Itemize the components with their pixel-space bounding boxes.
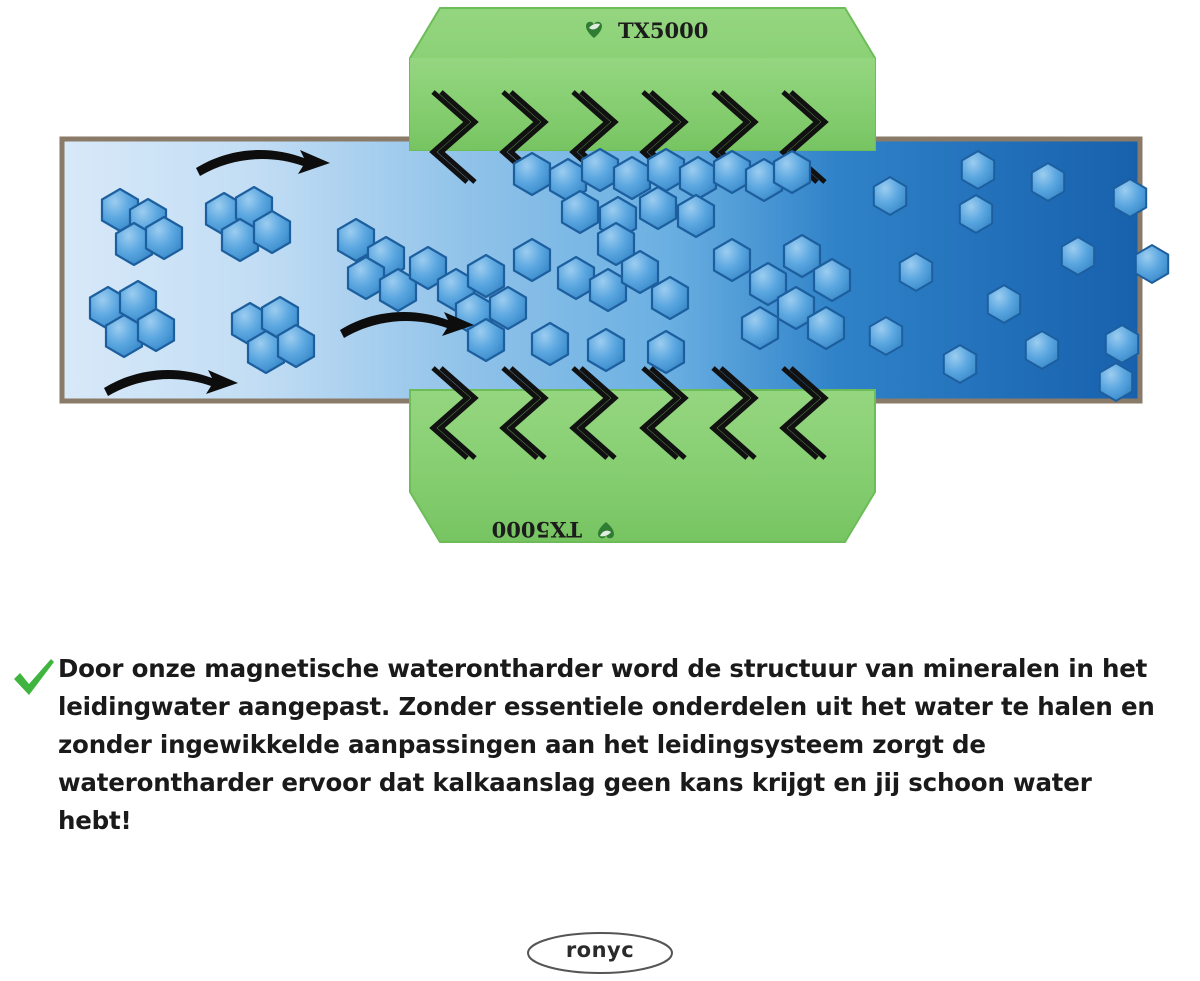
magnet-housing-top [410,8,875,150]
check-icon [10,655,58,703]
caption-text: Door onze magnetische waterontharder word de structuur van mineralen in het leidingwater aangepast. Zonder essentiele onderdelen uit het water te halen en zonder ingewikkelde aanpassingen aan het leidingsysteem zorgt de waterontharder ervoor dat kalkaanslag geen kans krijgt en jij schoon water hebt! [58,654,1155,835]
device-label-bottom: TX5000 [491,517,582,542]
device-label-top: TX5000 [618,18,709,43]
brand-name: ronyc [565,938,635,962]
footer-logo [0,925,1200,981]
